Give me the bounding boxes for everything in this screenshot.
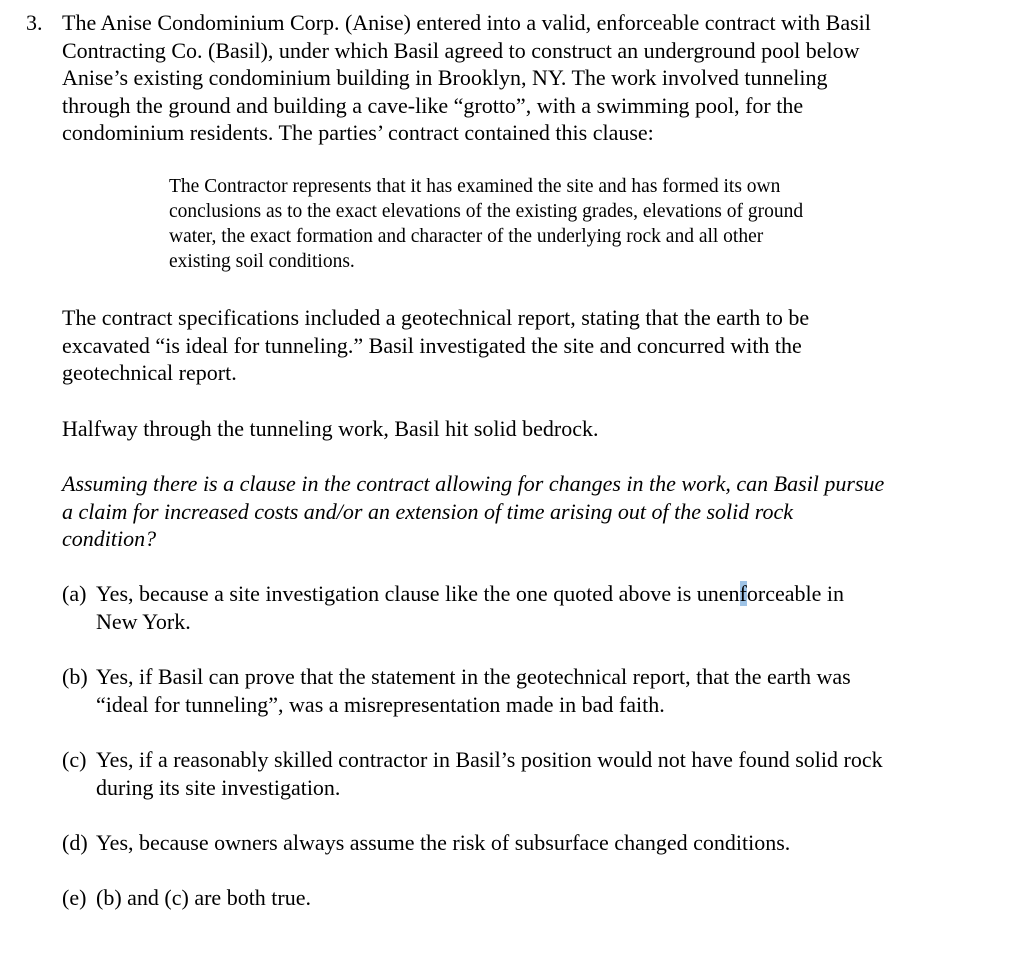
intro-line: Anise’s existing condominium building in Brooklyn, NY. The work involved tunneling: [62, 65, 828, 90]
quote-line: conclusions as to the exact elevations of the existing grades, elevations of ground: [169, 201, 804, 222]
intro-line: through the ground and building a cave-like “grotto”, with a swimming pool, for the: [62, 92, 804, 118]
intro-line: Contracting Co. (Basil), under which Basil agreed to construct an underground pool below: [62, 37, 860, 63]
event-paragraph: [62, 415, 992, 443]
question-prompt: [62, 470, 992, 553]
option-text-line: New York.: [96, 608, 191, 634]
quote-line: The Contractor represents that it has examined the site and has formed its own: [169, 176, 781, 197]
specifications-paragraph: [62, 304, 992, 387]
option-text-line: Yes, because a site investigation clause like the one quoted above is unenforceable in: [96, 581, 844, 606]
prompt-line: a claim for increased costs and/or an extension of time arising out of the solid rock: [62, 498, 794, 524]
option-text-line: “ideal for tunneling”, was a misrepresentation made in bad faith.: [96, 691, 665, 717]
prompt-line: condition?: [62, 526, 157, 551]
option-text-line: Yes, because owners always assume the risk of subsurface changed conditions.: [96, 830, 791, 855]
option-label: (a): [62, 581, 87, 606]
prompt-line: Assuming there is a clause in the contract allowing for changes in the work, can Basil pursue: [62, 471, 885, 496]
question-number: 3.: [26, 10, 43, 35]
question-intro: [62, 9, 992, 147]
option-text-line: Yes, if Basil can prove that the statement in the geotechnical report, that the earth was: [96, 664, 851, 689]
answer-option-c[interactable]: [62, 746, 1022, 801]
option-text-line: during its site investigation.: [96, 774, 341, 800]
answer-option-a[interactable]: [62, 580, 1022, 635]
intro-line: The Anise Condominium Corp. (Anise) entered into a valid, enforceable contract with Basil: [62, 10, 871, 35]
event-line: Halfway through the tunneling work, Basil hit solid bedrock.: [62, 416, 599, 441]
option-label: (d): [62, 830, 88, 855]
spec-line: excavated “is ideal for tunneling.” Basil investigated the site and concurred with the: [62, 332, 802, 358]
text-cursor-highlight: f: [739, 581, 747, 606]
answer-option-d[interactable]: [62, 829, 1022, 857]
option-label: (e): [62, 885, 87, 910]
option-text-line: Yes, if a reasonably skilled contractor in Basil’s position would not have found solid rock: [96, 747, 883, 772]
answer-option-e[interactable]: [62, 884, 1022, 912]
answer-option-b[interactable]: [62, 663, 1022, 718]
quote-line: existing soil conditions.: [169, 251, 355, 272]
spec-line: The contract specifications included a geotechnical report, stating that the earth to be: [62, 305, 810, 330]
option-label: (c): [62, 747, 87, 772]
contract-clause-quote: [169, 174, 929, 274]
option-text-line: (b) and (c) are both true.: [96, 885, 312, 910]
intro-line: condominium residents. The parties’ contract contained this clause:: [62, 120, 654, 145]
option-label: (b): [62, 664, 88, 689]
quote-line: water, the exact formation and character of the underlying rock and all other: [169, 226, 764, 247]
spec-line: geotechnical report.: [62, 360, 237, 385]
